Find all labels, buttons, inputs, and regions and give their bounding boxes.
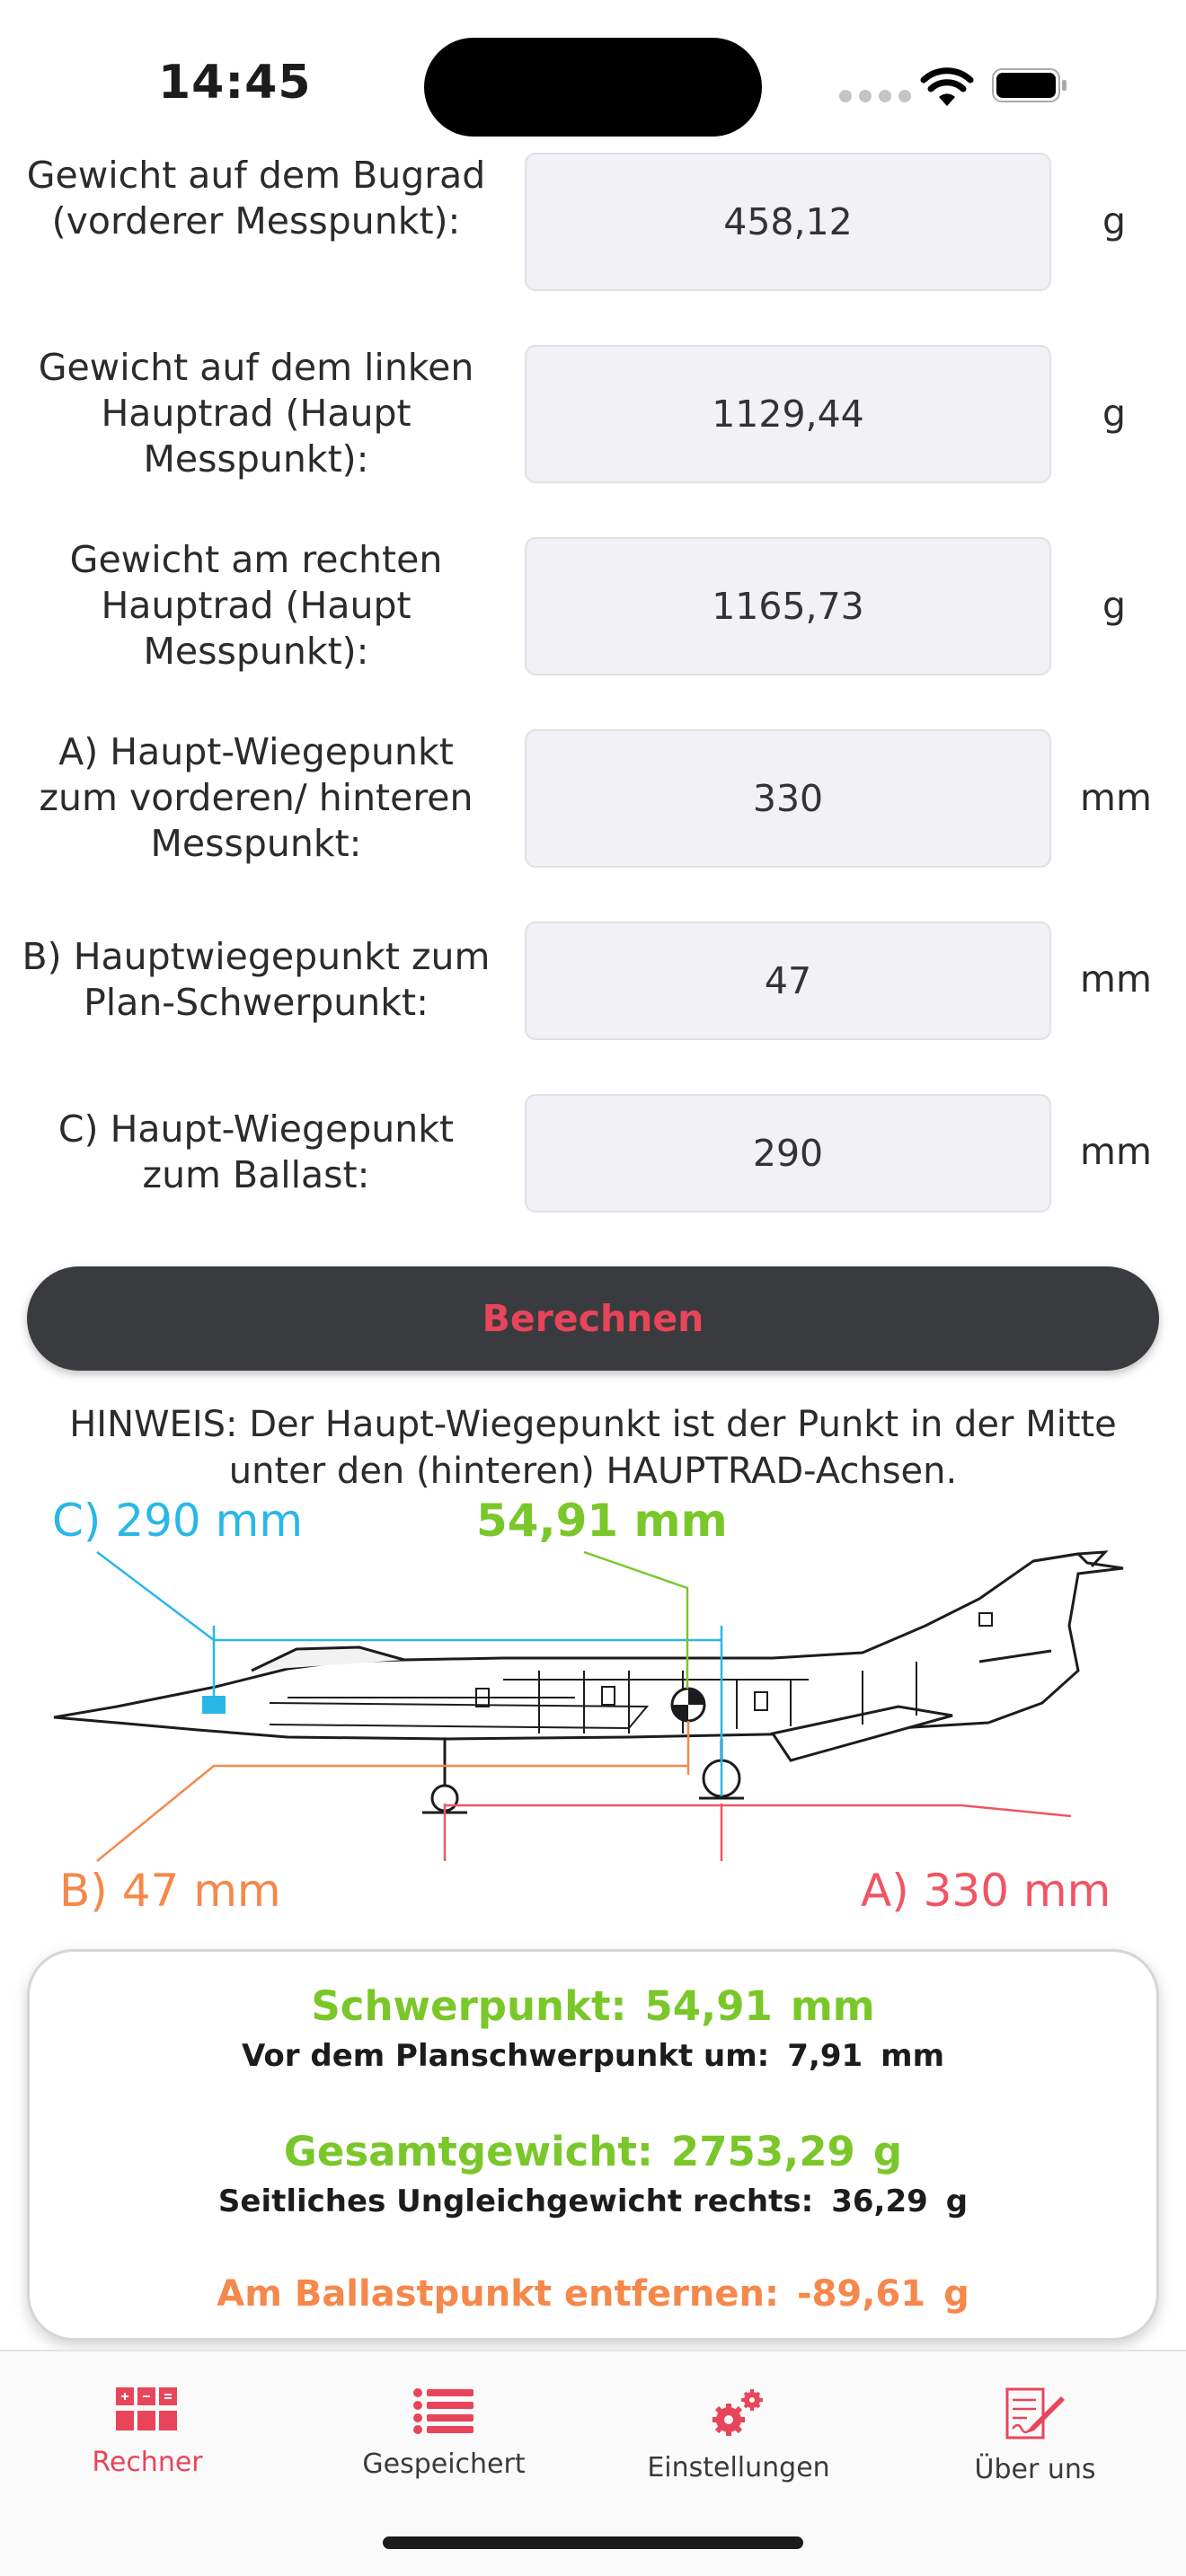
distance-c-label: C) Haupt-Wiegepunkt zum Ballast:: [58, 1107, 455, 1196]
distance-a-input[interactable]: [525, 729, 1051, 868]
measure-point-distance-label: A) 330 mm: [861, 1865, 1111, 1917]
list-icon: [412, 2387, 475, 2434]
bugrad-weight-unit: g: [1102, 199, 1127, 243]
wifi-icon: [920, 65, 974, 108]
result-card: [27, 1949, 1159, 2341]
distance-a-label: A) Haupt-Wiegepunkt zum vorderen/ hinteren Messpunkt:: [39, 730, 474, 865]
tab-gespeichert-label: Gespeichert: [362, 2448, 526, 2480]
gears-icon: [709, 2387, 768, 2438]
total-weight-line: Gesamtgewicht: 2753,29 g: [283, 2128, 903, 2175]
tab-rechner[interactable]: [13, 2369, 282, 2504]
left-main-wheel-weight-label: Gewicht auf dem linken Hauptrad (Haupt Messpunkt):: [38, 346, 474, 481]
tab-ueber-uns[interactable]: [900, 2369, 1170, 2504]
status-time: 14:45: [158, 56, 312, 110]
distance-b-input[interactable]: [525, 922, 1051, 1040]
distance-a-unit: mm: [1080, 776, 1152, 819]
left-main-wheel-weight-input[interactable]: [525, 345, 1051, 483]
tab-rechner-label: Rechner: [92, 2447, 203, 2478]
battery-icon: [992, 68, 1067, 102]
cg-result-line: Schwerpunkt: 54,91 mm: [311, 1982, 875, 2030]
distance-b-label: B) Hauptwiegepunkt zum Plan-Schwerpunkt:: [22, 935, 491, 1024]
distance-c-input[interactable]: [525, 1094, 1051, 1213]
calculator-icon: [116, 2387, 179, 2432]
right-main-wheel-weight-unit: g: [1102, 584, 1127, 627]
hint-text: HINWEIS: Der Haupt-Wiegepunkt ist der Punkt in der Mitte unter den (hinteren) HAUPTRAD-Achsen.: [69, 1404, 1117, 1492]
cg-result-label: 54,91 mm: [476, 1495, 728, 1547]
cellular-signal-icon: [839, 90, 911, 102]
tab-ueber-uns-label: Über uns: [974, 2454, 1096, 2485]
cg-marker: [672, 1689, 704, 1721]
tab-einstellungen-label: Einstellungen: [647, 2452, 830, 2483]
bugrad-weight-label: Gewicht auf dem Bugrad (vorderer Messpunkt):: [26, 154, 486, 243]
plan-cg-distance-label: B) 47 mm: [59, 1865, 281, 1917]
ballast-distance-label: C) 290 mm: [52, 1495, 304, 1547]
tab-gespeichert[interactable]: [309, 2369, 579, 2504]
ahead-of-plan-cg-line: Vor dem Planschwerpunkt um: 7,91 mm: [241, 2038, 945, 2074]
dynamic-island: [424, 38, 762, 137]
document-pen-icon: [1004, 2387, 1067, 2439]
bugrad-weight-input[interactable]: [525, 153, 1051, 291]
distance-c-unit: mm: [1080, 1130, 1152, 1173]
left-main-wheel-weight-unit: g: [1102, 392, 1127, 435]
lateral-imbalance-line: Seitliches Ungleichgewicht rechts: 36,29 g: [217, 2183, 969, 2219]
right-main-wheel-weight-input[interactable]: [525, 537, 1051, 675]
right-main-wheel-weight-label: Gewicht am rechten Hauptrad (Haupt Messpunkt):: [69, 538, 443, 673]
ballast-remove-line: Am Ballastpunkt entfernen: -89,61 g: [217, 2273, 969, 2315]
tab-einstellungen[interactable]: [604, 2369, 873, 2504]
home-indicator: [383, 2536, 803, 2549]
calculate-button[interactable]: Berechnen: [27, 1266, 1159, 1371]
distance-b-unit: mm: [1080, 957, 1152, 1001]
